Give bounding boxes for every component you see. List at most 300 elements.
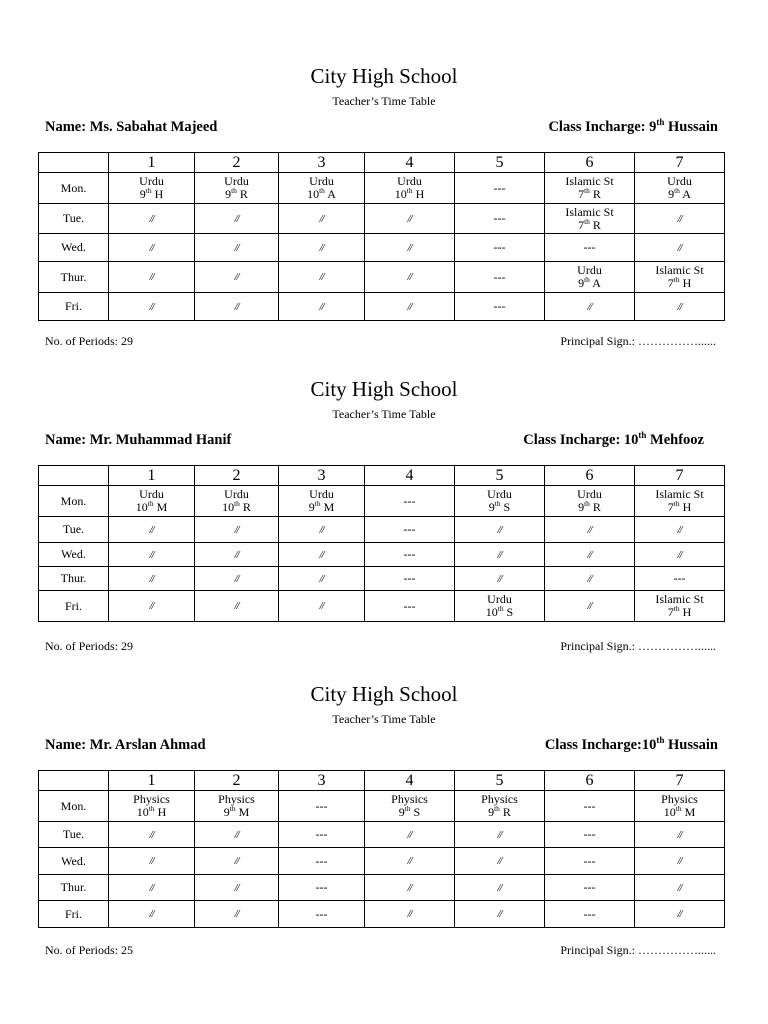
ditto-mark: // <box>149 908 154 920</box>
timetable-cell <box>545 791 635 822</box>
class-section: 10th A <box>307 186 336 201</box>
timetable-cell <box>635 173 725 204</box>
timetable-grid-3 <box>38 770 725 928</box>
ditto-mark: // <box>497 855 502 867</box>
table-row <box>39 791 725 822</box>
subject-name: Islamic St <box>655 487 704 501</box>
subject-name: Urdu <box>667 174 692 188</box>
timetable-cell <box>109 204 195 234</box>
ditto-mark: // <box>677 881 682 894</box>
ditto-mark: // <box>587 600 592 612</box>
timetable-cell <box>455 822 545 848</box>
subject-name: Islamic St <box>565 204 614 219</box>
ditto-mark: // <box>234 572 239 585</box>
corner-cell <box>39 153 109 173</box>
subject-name: Urdu <box>309 487 334 501</box>
period-header: 4 <box>365 466 455 486</box>
timetable-cell <box>365 543 455 567</box>
timetable-subtitle: Teacher’s Time Table <box>332 407 436 421</box>
timetable-cell <box>635 486 725 517</box>
timetable-cell <box>195 262 279 293</box>
timetable-grid-2 <box>38 465 725 622</box>
period-header: 3 <box>279 466 365 486</box>
ditto-mark: // <box>149 300 154 313</box>
timetable-cell <box>195 822 279 848</box>
ditto-mark: // <box>587 548 592 561</box>
timetable-cell <box>455 204 545 234</box>
timetable-cell <box>545 822 635 848</box>
ditto-mark: // <box>234 881 239 894</box>
teacher-name: Name: Ms. Sabahat Majeed <box>45 119 218 135</box>
timetable-cell <box>279 822 365 848</box>
timetable-cell <box>455 517 545 543</box>
period-header: 6 <box>545 771 635 791</box>
timetable-cell <box>279 875 365 901</box>
ditto-mark: // <box>677 855 682 867</box>
timetable-cell <box>109 591 195 622</box>
subject-name: Islamic St <box>655 263 704 277</box>
class-section: 7th H <box>667 275 692 290</box>
subject-name: Urdu <box>224 174 249 188</box>
timetable-cell <box>279 543 365 567</box>
timetable-cell <box>109 875 195 901</box>
table-row <box>39 204 725 234</box>
ditto-mark: // <box>149 855 154 867</box>
day-label: Wed. <box>39 543 109 567</box>
timetable-cell <box>279 204 365 234</box>
class-section: 7th R <box>578 186 601 201</box>
teacher-info-row <box>0 432 768 452</box>
day-label: Tue. <box>39 204 109 234</box>
ditto-mark: // <box>677 212 682 225</box>
timetable-cell <box>365 901 455 928</box>
timetable-cell <box>195 791 279 822</box>
period-header: 1 <box>109 153 195 173</box>
timetable-cell <box>635 567 725 591</box>
class-section: 7th H <box>667 604 692 619</box>
timetable-cell <box>635 204 725 234</box>
timetable-cell <box>365 822 455 848</box>
ditto-mark: // <box>234 523 239 536</box>
table-row <box>39 591 725 622</box>
principal-sign: Principal Sign.: ……………...... <box>560 334 716 348</box>
ditto-mark: // <box>234 241 239 254</box>
period-header: 1 <box>109 466 195 486</box>
ditto-mark: // <box>149 523 154 536</box>
ditto-mark: // <box>234 300 239 313</box>
empty-period: --- <box>673 571 686 585</box>
timetable-footer-2 <box>0 639 768 655</box>
ditto-mark: // <box>319 212 324 225</box>
timetable-footer-3 <box>0 943 768 959</box>
class-incharge: Class Incharge: 10th Mehfooz <box>523 430 704 448</box>
empty-period: --- <box>315 853 328 868</box>
ditto-mark: // <box>234 212 239 225</box>
timetable-1 <box>0 62 768 139</box>
empty-period: --- <box>403 493 416 508</box>
timetable-cell <box>455 791 545 822</box>
subject-name: Physics <box>133 792 170 806</box>
empty-period: --- <box>315 906 328 921</box>
timetable-cell <box>279 848 365 875</box>
ditto-mark: // <box>407 828 412 841</box>
timetable-cell <box>195 293 279 321</box>
timetable-cell <box>365 293 455 321</box>
timetable-cell <box>455 875 545 901</box>
ditto-mark: // <box>234 600 239 612</box>
day-label: Mon. <box>39 173 109 204</box>
ditto-mark: // <box>319 548 324 561</box>
period-header: 2 <box>195 466 279 486</box>
table-row <box>39 486 725 517</box>
empty-period: --- <box>403 598 416 613</box>
class-section: 7th H <box>667 499 692 514</box>
class-section: 10th R <box>222 499 251 514</box>
empty-period: --- <box>315 827 328 841</box>
timetable-cell <box>195 543 279 567</box>
subject-name: Urdu <box>577 263 602 277</box>
timetable-cell <box>545 543 635 567</box>
period-header: 5 <box>455 466 545 486</box>
timetable-cell <box>109 901 195 928</box>
ditto-mark: // <box>234 548 239 561</box>
day-label: Thur. <box>39 875 109 901</box>
ditto-mark: // <box>677 241 682 254</box>
periods-count: No. of Periods: 29 <box>45 639 133 653</box>
ditto-mark: // <box>319 523 324 536</box>
day-label: Fri. <box>39 591 109 622</box>
teacher-name: Name: Mr. Arslan Ahmad <box>45 737 206 753</box>
ditto-mark: // <box>407 881 412 894</box>
period-header: 1 <box>109 771 195 791</box>
timetable-cell <box>455 173 545 204</box>
timetable-cell <box>545 173 635 204</box>
teacher-name: Name: Mr. Muhammad Hanif <box>45 432 232 448</box>
teacher-info-row <box>0 119 768 139</box>
table-row <box>39 543 725 567</box>
timetable-cell <box>279 173 365 204</box>
subject-name: Physics <box>661 792 698 806</box>
ditto-mark: // <box>149 572 154 585</box>
timetable-cell <box>545 234 635 262</box>
period-header: 7 <box>635 153 725 173</box>
subject-name: Urdu <box>309 174 334 188</box>
school-title: City High School <box>310 682 458 706</box>
timetable-2 <box>0 375 768 452</box>
ditto-mark: // <box>677 908 682 920</box>
ditto-mark: // <box>677 828 682 841</box>
timetable-cell <box>279 591 365 622</box>
table-row <box>39 517 725 543</box>
timetable-cell <box>455 591 545 622</box>
timetable-cell <box>365 234 455 262</box>
subject-name: Islamic St <box>655 592 704 606</box>
timetable-cell <box>195 875 279 901</box>
timetable-cell <box>635 234 725 262</box>
timetable-cell <box>365 875 455 901</box>
timetable-cell <box>109 293 195 321</box>
empty-period: --- <box>583 880 596 894</box>
timetable-cell <box>109 262 195 293</box>
timetable-cell <box>455 567 545 591</box>
timetable-cell <box>545 591 635 622</box>
subject-name: Urdu <box>577 487 602 501</box>
table-row <box>39 234 725 262</box>
timetable-cell <box>635 822 725 848</box>
timetable-cell <box>279 567 365 591</box>
timetable-cell <box>279 234 365 262</box>
empty-period: --- <box>403 522 416 536</box>
subject-name: Physics <box>391 792 428 806</box>
period-header-row <box>39 466 725 486</box>
timetable-cell <box>545 486 635 517</box>
table-row <box>39 822 725 848</box>
period-header: 2 <box>195 153 279 173</box>
ditto-mark: // <box>497 828 502 841</box>
timetable-cell <box>195 567 279 591</box>
ditto-mark: // <box>677 300 682 313</box>
timetable-cell <box>109 848 195 875</box>
ditto-mark: // <box>149 881 154 894</box>
timetable-footer-1 <box>0 334 768 350</box>
timetable-cell <box>455 234 545 262</box>
ditto-mark: // <box>234 855 239 867</box>
empty-period: --- <box>583 798 596 813</box>
timetable-cell <box>195 234 279 262</box>
ditto-mark: // <box>319 271 324 283</box>
subject-name: Urdu <box>487 487 512 501</box>
timetable-cell <box>635 293 725 321</box>
day-label: Thur. <box>39 262 109 293</box>
timetable-cell <box>635 848 725 875</box>
ditto-mark: // <box>149 212 154 225</box>
day-label: Thur. <box>39 567 109 591</box>
corner-cell <box>39 466 109 486</box>
ditto-mark: // <box>319 241 324 254</box>
school-title: City High School <box>310 64 458 88</box>
timetable-cell <box>545 901 635 928</box>
ditto-mark: // <box>149 548 154 561</box>
timetable-cell <box>545 875 635 901</box>
class-section: 9th A <box>668 186 691 201</box>
timetable-cell <box>545 204 635 234</box>
ditto-mark: // <box>407 908 412 920</box>
empty-period: --- <box>403 547 416 561</box>
periods-count: No. of Periods: 29 <box>45 334 133 348</box>
empty-period: --- <box>315 798 328 813</box>
class-section: 9th M <box>308 499 335 514</box>
day-label: Tue. <box>39 822 109 848</box>
principal-sign: Principal Sign.: ……………...... <box>560 943 716 957</box>
timetable-cell <box>365 517 455 543</box>
timetable-cell <box>455 901 545 928</box>
period-header: 2 <box>195 771 279 791</box>
table-row <box>39 262 725 293</box>
subject-name: Urdu <box>397 174 422 188</box>
timetable-cell <box>195 901 279 928</box>
class-section: 9th R <box>225 186 248 201</box>
ditto-mark: // <box>497 572 502 585</box>
ditto-mark: // <box>234 271 239 283</box>
class-section: 9th H <box>139 186 164 201</box>
ditto-mark: // <box>587 523 592 536</box>
timetable-cell <box>109 791 195 822</box>
ditto-mark: // <box>677 548 682 561</box>
timetable-cell <box>635 543 725 567</box>
period-header: 3 <box>279 771 365 791</box>
timetable-cell <box>109 234 195 262</box>
timetable-cell <box>279 293 365 321</box>
period-header: 4 <box>365 771 455 791</box>
day-label: Mon. <box>39 791 109 822</box>
period-header: 7 <box>635 466 725 486</box>
timetable-cell <box>109 543 195 567</box>
timetable-cell <box>455 543 545 567</box>
timetable-cell <box>635 791 725 822</box>
class-section: 9th S <box>488 499 511 514</box>
timetable-cell <box>635 517 725 543</box>
table-row <box>39 567 725 591</box>
ditto-mark: // <box>149 241 154 254</box>
class-section: 9th M <box>223 804 250 819</box>
empty-period: --- <box>583 853 596 868</box>
timetable-cell <box>545 517 635 543</box>
principal-sign: Principal Sign.: ……………...... <box>560 639 716 653</box>
empty-period: --- <box>583 827 596 841</box>
subject-name: Islamic St <box>565 174 614 188</box>
class-section: 9th R <box>488 804 511 819</box>
day-label: Tue. <box>39 517 109 543</box>
timetable-cell <box>195 517 279 543</box>
timetable-grid-1 <box>38 152 725 321</box>
ditto-mark: // <box>407 855 412 867</box>
timetable-cell <box>545 567 635 591</box>
timetable-cell <box>109 173 195 204</box>
ditto-mark: // <box>407 271 412 283</box>
ditto-mark: // <box>587 300 592 313</box>
timetable-cell <box>365 848 455 875</box>
timetable-cell <box>635 591 725 622</box>
table-row <box>39 293 725 321</box>
ditto-mark: // <box>149 600 154 612</box>
period-header: 4 <box>365 153 455 173</box>
ditto-mark: // <box>677 523 682 536</box>
timetable-cell <box>365 591 455 622</box>
period-header: 6 <box>545 153 635 173</box>
period-header-row <box>39 153 725 173</box>
timetable-cell <box>195 848 279 875</box>
day-label: Fri. <box>39 293 109 321</box>
ditto-mark: // <box>497 523 502 536</box>
day-label: Wed. <box>39 234 109 262</box>
timetable-cell <box>365 173 455 204</box>
table-row <box>39 875 725 901</box>
periods-count: No. of Periods: 25 <box>45 943 133 957</box>
empty-period: --- <box>493 299 506 313</box>
period-header: 5 <box>455 153 545 173</box>
subject-name: Physics <box>218 792 255 806</box>
period-header: 5 <box>455 771 545 791</box>
class-section: 7th R <box>578 216 601 232</box>
period-header: 3 <box>279 153 365 173</box>
timetable-cell <box>545 848 635 875</box>
class-section: 10th H <box>136 804 167 819</box>
empty-period: --- <box>403 571 416 585</box>
timetable-cell <box>365 204 455 234</box>
timetable-cell <box>279 262 365 293</box>
timetable-cell <box>365 567 455 591</box>
corner-cell <box>39 771 109 791</box>
timetable-cell <box>365 486 455 517</box>
school-title: City High School <box>310 377 458 401</box>
timetable-cell <box>455 486 545 517</box>
table-row <box>39 173 725 204</box>
ditto-mark: // <box>407 212 412 225</box>
timetable-cell <box>109 822 195 848</box>
timetable-cell <box>635 901 725 928</box>
timetable-cell <box>365 262 455 293</box>
timetable-cell <box>195 486 279 517</box>
teacher-info-row <box>0 737 768 757</box>
timetable-cell <box>109 486 195 517</box>
period-header-row <box>39 771 725 791</box>
timetable-3 <box>0 680 768 757</box>
ditto-mark: // <box>319 600 324 612</box>
day-label: Mon. <box>39 486 109 517</box>
timetable-cell <box>545 262 635 293</box>
empty-period: --- <box>493 269 506 284</box>
class-section: 9th S <box>398 804 421 819</box>
ditto-mark: // <box>407 300 412 313</box>
timetable-subtitle: Teacher’s Time Table <box>332 712 436 726</box>
empty-period: --- <box>493 240 506 254</box>
ditto-mark: // <box>497 881 502 894</box>
ditto-mark: // <box>407 241 412 254</box>
ditto-mark: // <box>234 828 239 841</box>
subject-name: Urdu <box>224 487 249 501</box>
class-section: 10th H <box>394 186 425 201</box>
empty-period: --- <box>583 240 596 254</box>
class-section: 10th M <box>135 499 168 514</box>
table-row <box>39 848 725 875</box>
timetable-cell <box>635 875 725 901</box>
ditto-mark: // <box>149 828 154 841</box>
timetable-cell <box>279 791 365 822</box>
timetable-cell <box>365 791 455 822</box>
ditto-mark: // <box>319 572 324 585</box>
timetable-cell <box>455 293 545 321</box>
subject-name: Urdu <box>139 174 164 188</box>
timetable-cell <box>195 591 279 622</box>
timetable-cell <box>545 293 635 321</box>
timetable-cell <box>195 204 279 234</box>
class-incharge: Class Incharge:10th Hussain <box>544 735 718 753</box>
timetable-cell <box>279 901 365 928</box>
class-section: 9th R <box>578 499 601 514</box>
class-incharge: Class Incharge: 9th Hussain <box>548 117 718 135</box>
timetable-cell <box>279 486 365 517</box>
timetable-cell <box>455 262 545 293</box>
day-label: Wed. <box>39 848 109 875</box>
timetable-cell <box>279 517 365 543</box>
subject-name: Urdu <box>487 592 512 606</box>
empty-period: --- <box>315 880 328 894</box>
empty-period: --- <box>583 906 596 921</box>
table-row <box>39 901 725 928</box>
day-label: Fri. <box>39 901 109 928</box>
ditto-mark: // <box>497 908 502 920</box>
subject-name: Physics <box>481 792 518 806</box>
